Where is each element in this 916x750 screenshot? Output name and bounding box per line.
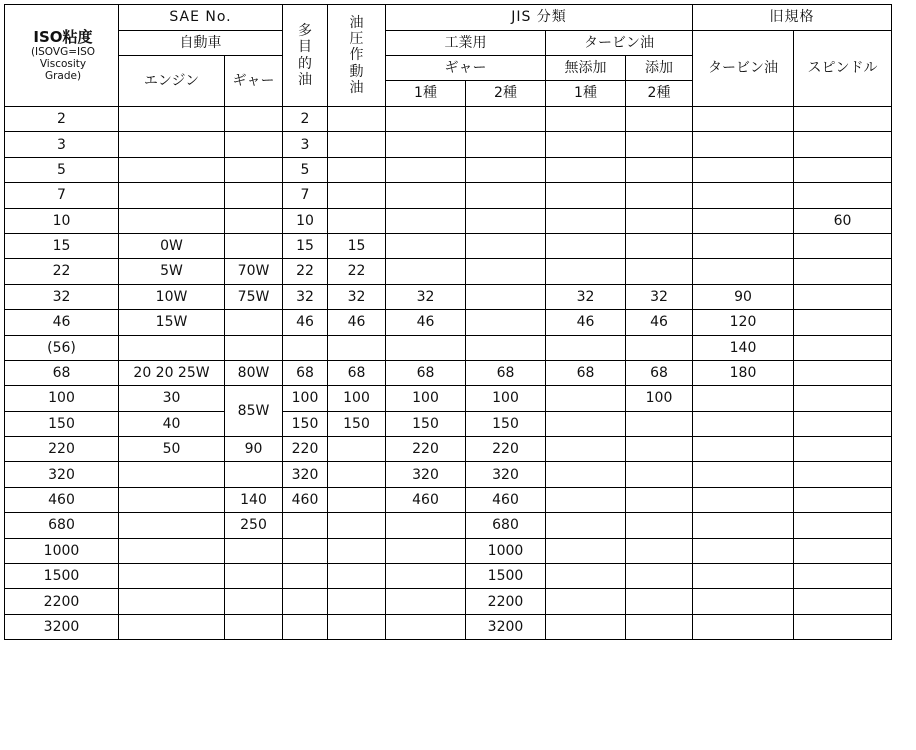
old-turbine-cell — [693, 107, 794, 132]
sae-gear-cell — [225, 589, 283, 614]
turbine-no-additive-cell — [546, 335, 626, 360]
multipurpose-cell: 150 — [283, 411, 328, 436]
turbine-no-additive-cell — [546, 462, 626, 487]
sae-gear-header: ギャー — [225, 56, 283, 107]
industrial-gear-type2-cell — [466, 284, 546, 309]
turbine-type1-header: 1種 — [546, 81, 626, 107]
sae-engine-cell — [119, 538, 225, 563]
gear-type1-header: 1種 — [386, 81, 466, 107]
old-turbine-cell — [693, 564, 794, 589]
turbine-additive-cell — [626, 437, 693, 462]
hydraulic-cell — [328, 208, 386, 233]
old-turbine-cell — [693, 411, 794, 436]
hydraulic-cell: 15 — [328, 233, 386, 258]
multipurpose-cell: 5 — [283, 157, 328, 182]
automotive-header: 自動車 — [119, 31, 283, 56]
turbine-additive-cell: 68 — [626, 360, 693, 385]
hydraulic-cell — [328, 132, 386, 157]
old-spindle-cell — [794, 411, 892, 436]
turbine-no-additive-cell — [546, 538, 626, 563]
hydraulic-cell — [328, 157, 386, 182]
industrial-gear-type1-cell — [386, 614, 466, 639]
hydraulic-cell — [328, 614, 386, 639]
iso-grade-cell: (56) — [5, 335, 119, 360]
sae-engine-cell — [119, 132, 225, 157]
multipurpose-cell: 46 — [283, 310, 328, 335]
industrial-gear-type2-cell — [466, 208, 546, 233]
sae-engine-cell: 30 — [119, 386, 225, 411]
multipurpose-cell — [283, 513, 328, 538]
iso-grade-cell: 68 — [5, 360, 119, 385]
multipurpose-cell — [283, 335, 328, 360]
sae-engine-cell: 5W — [119, 259, 225, 284]
hydraulic-cell — [328, 183, 386, 208]
table-row — [5, 360, 892, 385]
old-turbine-cell — [693, 157, 794, 182]
sae-engine-cell: 50 — [119, 437, 225, 462]
turbine-additive-cell — [626, 411, 693, 436]
table-row — [5, 462, 892, 487]
industrial-gear-type2-cell: 150 — [466, 411, 546, 436]
industrial-gear-type2-cell: 220 — [466, 437, 546, 462]
turbine-additive-cell — [626, 538, 693, 563]
industrial-gear-type1-cell: 100 — [386, 386, 466, 411]
old-spindle-cell — [794, 284, 892, 309]
hydraulic-cell — [328, 335, 386, 360]
multipurpose-oil-header — [283, 5, 328, 107]
table-row — [5, 107, 892, 132]
turbine-no-additive-cell: 68 — [546, 360, 626, 385]
hydraulic-oil-header — [328, 5, 386, 107]
old-spindle-cell: 60 — [794, 208, 892, 233]
hydraulic-cell: 22 — [328, 259, 386, 284]
iso-header-sub2: Viscosity — [39, 58, 87, 71]
old-spindle-cell — [794, 310, 892, 335]
multipurpose-cell: 10 — [283, 208, 328, 233]
turbine-no-additive-cell — [546, 386, 626, 411]
hydraulic-cell: 150 — [328, 411, 386, 436]
sae-engine-cell — [119, 157, 225, 182]
hydraulic-cell — [328, 538, 386, 563]
multipurpose-char: 目 — [298, 39, 312, 56]
table-row — [5, 614, 892, 639]
old-spindle-cell — [794, 614, 892, 639]
engine-header: エンジン — [119, 56, 225, 107]
old-turbine-cell — [693, 513, 794, 538]
table-row — [5, 589, 892, 614]
table-row — [5, 538, 892, 563]
industrial-gear-type1-cell: 320 — [386, 462, 466, 487]
sae-gear-cell — [225, 107, 283, 132]
old-turbine-cell — [693, 208, 794, 233]
turbine-no-additive-cell: 32 — [546, 284, 626, 309]
turbine-no-additive-cell — [546, 564, 626, 589]
sae-gear-cell: 75W — [225, 284, 283, 309]
sae-no-header: SAE No. — [119, 5, 283, 31]
multipurpose-cell: 32 — [283, 284, 328, 309]
iso-grade-cell: 32 — [5, 284, 119, 309]
industrial-gear-type1-cell — [386, 233, 466, 258]
hydraulic-cell: 46 — [328, 310, 386, 335]
old-spindle-cell — [794, 437, 892, 462]
hydraulic-cell — [328, 564, 386, 589]
old-spindle-cell — [794, 132, 892, 157]
industrial-gear-header: ギャー — [386, 56, 546, 81]
industrial-gear-type1-cell: 460 — [386, 487, 466, 512]
old-spindle-cell — [794, 386, 892, 411]
iso-header-main: ISO粘度 — [33, 27, 93, 46]
hydraulic-cell: 68 — [328, 360, 386, 385]
table-row — [5, 132, 892, 157]
industrial-gear-type1-cell — [386, 538, 466, 563]
industrial-gear-type2-cell: 320 — [466, 462, 546, 487]
hydraulic-cell: 32 — [328, 284, 386, 309]
turbine-no-additive-cell — [546, 437, 626, 462]
multipurpose-cell — [283, 538, 328, 563]
table-row — [5, 411, 892, 436]
gear-type2-header: 2種 — [466, 81, 546, 107]
table-row — [5, 487, 892, 512]
old-turbine-cell — [693, 462, 794, 487]
old-spindle-cell — [794, 589, 892, 614]
sae-engine-cell — [119, 183, 225, 208]
table-row — [5, 208, 892, 233]
sae-engine-cell — [119, 462, 225, 487]
sae-gear-cell — [225, 310, 283, 335]
industrial-gear-type2-cell — [466, 107, 546, 132]
industrial-gear-type1-cell — [386, 589, 466, 614]
turbine-additive-cell — [626, 487, 693, 512]
jis-classification-header: JIS 分類 — [386, 5, 693, 31]
industrial-gear-type2-cell — [466, 233, 546, 258]
old-spindle-cell — [794, 107, 892, 132]
turbine-no-additive-cell — [546, 589, 626, 614]
industrial-gear-type2-cell — [466, 335, 546, 360]
hydraulic-char: 油 — [349, 15, 364, 32]
multipurpose-cell: 7 — [283, 183, 328, 208]
industrial-gear-type2-cell: 460 — [466, 487, 546, 512]
turbine-additive-cell — [626, 589, 693, 614]
iso-grade-cell: 100 — [5, 386, 119, 411]
multipurpose-cell: 100 — [283, 386, 328, 411]
multipurpose-cell — [283, 589, 328, 614]
sae-gear-cell: 90 — [225, 437, 283, 462]
sae-engine-cell: 20 20 25W — [119, 360, 225, 385]
viscosity-comparison-table — [4, 4, 892, 640]
old-spindle-cell — [794, 513, 892, 538]
hydraulic-cell: 100 — [328, 386, 386, 411]
old-spindle-cell — [794, 538, 892, 563]
iso-grade-cell: 460 — [5, 487, 119, 512]
table-row — [5, 386, 892, 411]
industrial-gear-type2-cell — [466, 132, 546, 157]
sae-gear-cell — [225, 564, 283, 589]
sae-gear-cell — [225, 614, 283, 639]
iso-grade-cell: 2200 — [5, 589, 119, 614]
turbine-additive-cell — [626, 132, 693, 157]
turbine-additive-cell: 32 — [626, 284, 693, 309]
industrial-gear-type2-cell: 68 — [466, 360, 546, 385]
iso-header-sub3: Grade) — [44, 70, 82, 83]
iso-grade-cell: 150 — [5, 411, 119, 436]
turbine-additive-cell — [626, 259, 693, 284]
old-turbine-cell — [693, 487, 794, 512]
sae-gear-cell — [225, 157, 283, 182]
iso-grade-cell: 320 — [5, 462, 119, 487]
iso-grade-cell: 10 — [5, 208, 119, 233]
old-turbine-cell — [693, 259, 794, 284]
iso-header-sub1: (ISOVG=ISO — [30, 46, 96, 59]
additive-header: 添加 — [626, 56, 693, 81]
industrial-gear-type1-cell: 220 — [386, 437, 466, 462]
turbine-type2-header: 2種 — [626, 81, 693, 107]
industrial-gear-type2-cell: 100 — [466, 386, 546, 411]
sae-engine-cell — [119, 208, 225, 233]
industrial-header: 工業用 — [386, 31, 546, 56]
iso-grade-cell: 3 — [5, 132, 119, 157]
multipurpose-cell: 2 — [283, 107, 328, 132]
table-row — [5, 259, 892, 284]
sae-gear-cell — [225, 335, 283, 360]
table-row — [5, 513, 892, 538]
old-turbine-cell: 140 — [693, 335, 794, 360]
old-spindle-cell — [794, 487, 892, 512]
iso-viscosity-header — [5, 5, 119, 107]
turbine-no-additive-cell: 46 — [546, 310, 626, 335]
sae-engine-cell — [119, 589, 225, 614]
industrial-gear-type2-cell: 1500 — [466, 564, 546, 589]
table-row — [5, 233, 892, 258]
industrial-gear-type2-cell: 2200 — [466, 589, 546, 614]
hydraulic-cell — [328, 589, 386, 614]
table-row — [5, 564, 892, 589]
turbine-no-additive-cell — [546, 259, 626, 284]
sae-gear-cell — [225, 183, 283, 208]
iso-grade-cell: 1000 — [5, 538, 119, 563]
sae-gear-cell: 85W — [225, 386, 283, 437]
sae-engine-cell: 10W — [119, 284, 225, 309]
multipurpose-cell: 220 — [283, 437, 328, 462]
industrial-gear-type1-cell — [386, 335, 466, 360]
hydraulic-cell — [328, 437, 386, 462]
sae-engine-cell — [119, 614, 225, 639]
industrial-gear-type1-cell: 68 — [386, 360, 466, 385]
turbine-additive-cell — [626, 335, 693, 360]
industrial-gear-type1-cell — [386, 157, 466, 182]
table-row — [5, 183, 892, 208]
iso-grade-cell: 2 — [5, 107, 119, 132]
industrial-gear-type1-cell — [386, 132, 466, 157]
multipurpose-cell — [283, 614, 328, 639]
sae-gear-cell: 80W — [225, 360, 283, 385]
hydraulic-cell — [328, 513, 386, 538]
no-additive-header: 無添加 — [546, 56, 626, 81]
iso-grade-cell: 15 — [5, 233, 119, 258]
multipurpose-cell: 460 — [283, 487, 328, 512]
industrial-gear-type1-cell — [386, 107, 466, 132]
turbine-no-additive-cell — [546, 411, 626, 436]
turbine-additive-cell — [626, 564, 693, 589]
sae-engine-cell — [119, 564, 225, 589]
table-row — [5, 335, 892, 360]
old-spindle-cell — [794, 335, 892, 360]
table-header — [5, 5, 892, 107]
industrial-gear-type1-cell — [386, 183, 466, 208]
old-turbine-cell — [693, 183, 794, 208]
table-row — [5, 310, 892, 335]
sae-engine-cell — [119, 487, 225, 512]
hydraulic-char: 作 — [349, 47, 364, 64]
industrial-gear-type2-cell — [466, 183, 546, 208]
industrial-gear-type1-cell: 32 — [386, 284, 466, 309]
iso-grade-cell: 46 — [5, 310, 119, 335]
turbine-no-additive-cell — [546, 513, 626, 538]
table-row — [5, 157, 892, 182]
industrial-gear-type2-cell: 680 — [466, 513, 546, 538]
multipurpose-char: 的 — [298, 55, 312, 72]
iso-grade-cell: 7 — [5, 183, 119, 208]
old-standard-header: 旧規格 — [693, 5, 892, 31]
turbine-additive-cell — [626, 513, 693, 538]
turbine-additive-cell — [626, 462, 693, 487]
sae-engine-cell: 15W — [119, 310, 225, 335]
hydraulic-char: 油 — [349, 79, 364, 96]
multipurpose-cell: 15 — [283, 233, 328, 258]
old-turbine-cell: 180 — [693, 360, 794, 385]
iso-grade-cell: 3200 — [5, 614, 119, 639]
old-turbine-cell — [693, 132, 794, 157]
sae-engine-cell — [119, 513, 225, 538]
turbine-no-additive-cell — [546, 183, 626, 208]
table-body — [5, 107, 892, 640]
turbine-no-additive-cell — [546, 107, 626, 132]
sae-engine-cell: 40 — [119, 411, 225, 436]
industrial-gear-type1-cell — [386, 208, 466, 233]
turbine-additive-cell — [626, 183, 693, 208]
table-row — [5, 437, 892, 462]
old-turbine-cell — [693, 538, 794, 563]
turbine-no-additive-cell — [546, 132, 626, 157]
sae-engine-cell — [119, 107, 225, 132]
old-spindle-cell — [794, 462, 892, 487]
old-spindle-cell — [794, 360, 892, 385]
sae-gear-cell: 140 — [225, 487, 283, 512]
turbine-oil-jis-header: タービン油 — [546, 31, 693, 56]
sae-gear-cell — [225, 233, 283, 258]
hydraulic-char: 圧 — [349, 31, 364, 48]
multipurpose-cell: 3 — [283, 132, 328, 157]
hydraulic-cell — [328, 107, 386, 132]
iso-grade-cell: 680 — [5, 513, 119, 538]
sae-gear-cell — [225, 208, 283, 233]
industrial-gear-type1-cell: 150 — [386, 411, 466, 436]
turbine-no-additive-cell — [546, 233, 626, 258]
turbine-oil-old-header: タービン油 — [693, 31, 794, 107]
industrial-gear-type1-cell: 46 — [386, 310, 466, 335]
table-row — [5, 284, 892, 309]
old-turbine-cell — [693, 589, 794, 614]
multipurpose-cell — [283, 564, 328, 589]
turbine-no-additive-cell — [546, 487, 626, 512]
old-turbine-cell — [693, 614, 794, 639]
turbine-additive-cell — [626, 233, 693, 258]
turbine-additive-cell — [626, 208, 693, 233]
hydraulic-cell — [328, 462, 386, 487]
sae-engine-cell: 0W — [119, 233, 225, 258]
turbine-additive-cell — [626, 107, 693, 132]
old-turbine-cell: 120 — [693, 310, 794, 335]
sae-gear-cell: 250 — [225, 513, 283, 538]
turbine-additive-cell — [626, 614, 693, 639]
turbine-additive-cell: 46 — [626, 310, 693, 335]
old-spindle-cell — [794, 183, 892, 208]
old-spindle-cell — [794, 259, 892, 284]
turbine-additive-cell: 100 — [626, 386, 693, 411]
multipurpose-char: 油 — [298, 71, 312, 88]
industrial-gear-type1-cell — [386, 564, 466, 589]
old-turbine-cell — [693, 437, 794, 462]
industrial-gear-type2-cell — [466, 259, 546, 284]
old-spindle-cell — [794, 564, 892, 589]
turbine-no-additive-cell — [546, 157, 626, 182]
multipurpose-cell: 68 — [283, 360, 328, 385]
hydraulic-cell — [328, 487, 386, 512]
old-spindle-cell — [794, 233, 892, 258]
industrial-gear-type1-cell — [386, 513, 466, 538]
industrial-gear-type2-cell: 1000 — [466, 538, 546, 563]
sae-engine-cell — [119, 335, 225, 360]
industrial-gear-type2-cell — [466, 157, 546, 182]
spindle-oil-header: スピンドル — [794, 31, 892, 107]
old-turbine-cell — [693, 386, 794, 411]
sae-gear-cell — [225, 132, 283, 157]
iso-grade-cell: 5 — [5, 157, 119, 182]
old-turbine-cell — [693, 233, 794, 258]
turbine-no-additive-cell — [546, 208, 626, 233]
sae-gear-cell — [225, 538, 283, 563]
industrial-gear-type2-cell — [466, 310, 546, 335]
industrial-gear-type2-cell: 3200 — [466, 614, 546, 639]
turbine-no-additive-cell — [546, 614, 626, 639]
hydraulic-char: 動 — [349, 63, 364, 80]
industrial-gear-type1-cell — [386, 259, 466, 284]
iso-grade-cell: 220 — [5, 437, 119, 462]
multipurpose-char: 多 — [298, 23, 312, 40]
old-spindle-cell — [794, 157, 892, 182]
iso-grade-cell: 1500 — [5, 564, 119, 589]
multipurpose-cell: 320 — [283, 462, 328, 487]
old-turbine-cell: 90 — [693, 284, 794, 309]
iso-grade-cell: 22 — [5, 259, 119, 284]
turbine-additive-cell — [626, 157, 693, 182]
multipurpose-cell: 22 — [283, 259, 328, 284]
sae-gear-cell: 70W — [225, 259, 283, 284]
sae-gear-cell — [225, 462, 283, 487]
